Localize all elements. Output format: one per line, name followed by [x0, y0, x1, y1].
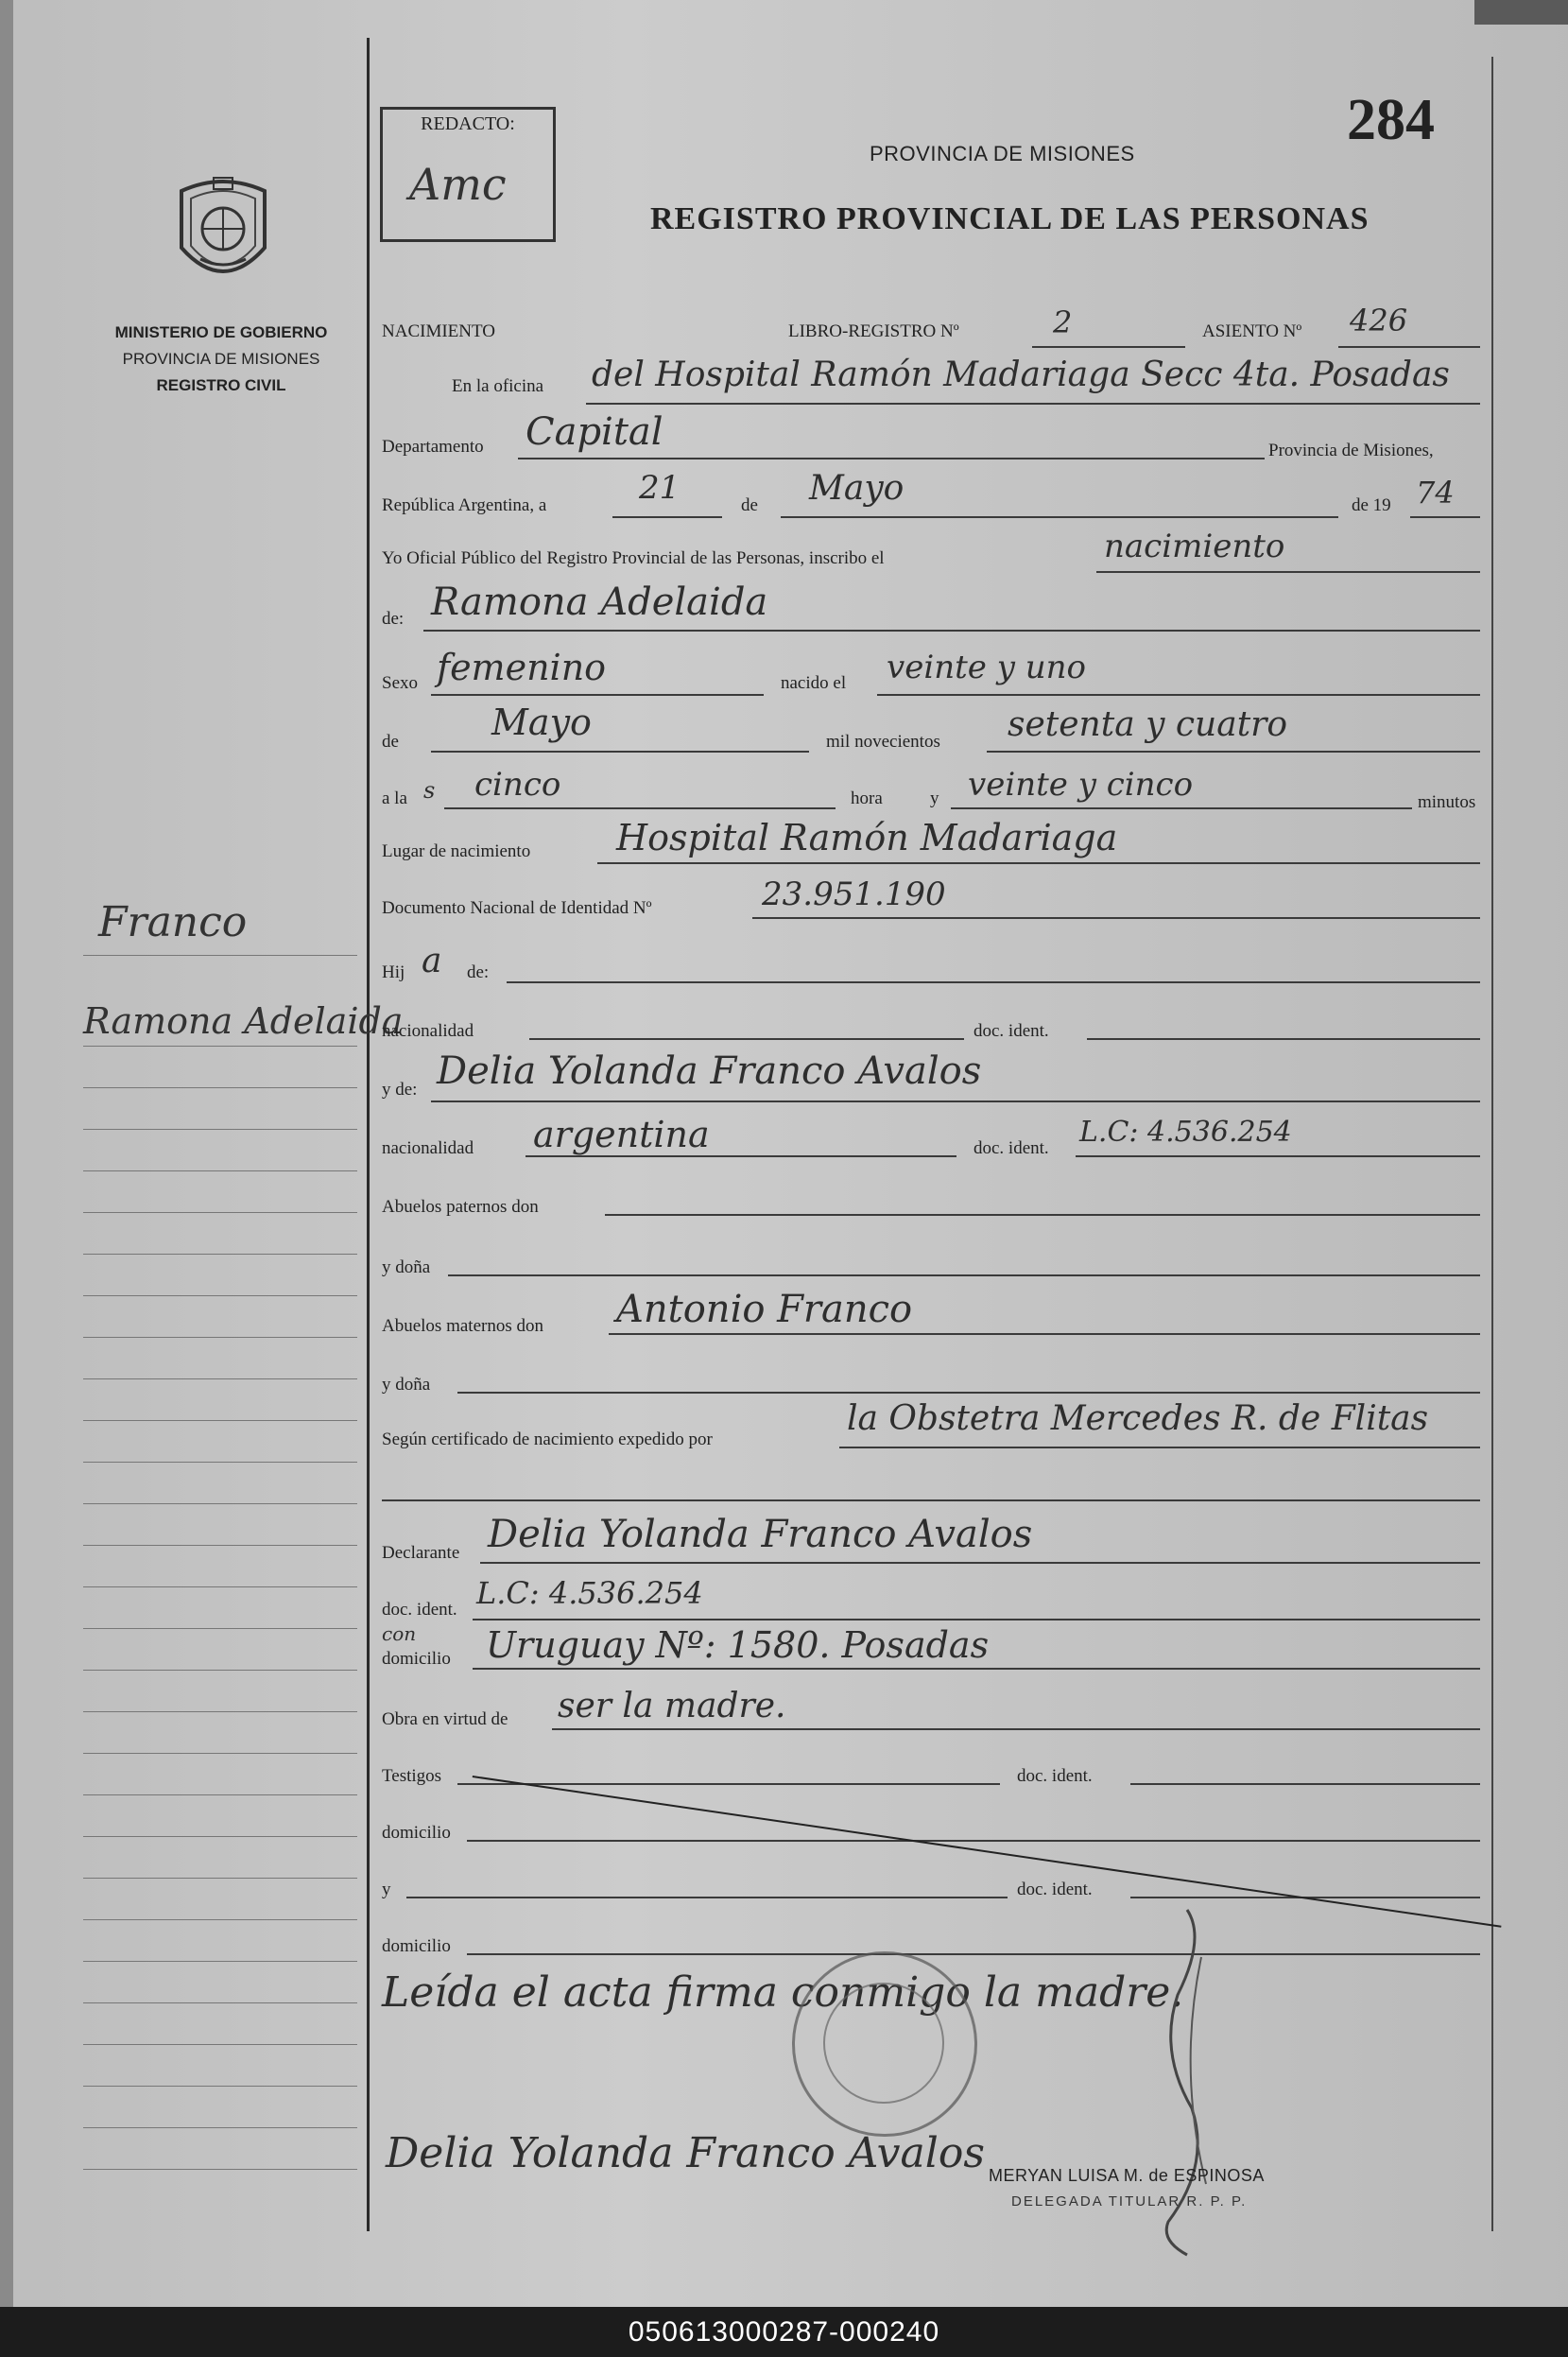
redacto-label: REDACTO: — [421, 113, 515, 134]
domicilio-value: Uruguay Nº: 1580. Posadas — [486, 1624, 990, 1666]
nacido-label: nacido el — [781, 673, 847, 693]
departamento-label: Departamento — [382, 437, 484, 457]
folio-number: 284 — [1347, 88, 1435, 152]
y-label: y — [930, 789, 939, 808]
de2-label: de: — [382, 609, 405, 629]
dni-label: Documento Nacional de Identidad Nº — [382, 898, 652, 918]
nacimiento-label: NACIMIENTO — [382, 321, 495, 341]
page-top-edge — [1474, 0, 1568, 25]
hij-de-label: de: — [467, 962, 490, 982]
ydona2-label: y doña — [382, 1375, 431, 1395]
nacionalidad1-label: nacionalidad — [382, 1021, 474, 1041]
lugar-value: Hospital Ramón Madariaga — [616, 817, 1118, 858]
sexo-value: femenino — [437, 647, 607, 688]
official-name: MERYAN LUISA M. de ESPINOSA — [989, 2166, 1265, 2185]
asiento-label: ASIENTO Nº — [1202, 321, 1302, 341]
madre-value: Delia Yolanda Franco Avalos — [437, 1049, 982, 1093]
declarante-value: Delia Yolanda Franco Avalos — [488, 1513, 1033, 1556]
province-title: PROVINCIA DE MISIONES — [870, 142, 1135, 165]
year-label: de 19 — [1352, 495, 1391, 515]
segun-value: la Obstetra Mercedes R. de Flitas — [847, 1399, 1429, 1438]
oficina-value: del Hospital Ramón Madariaga Secc 4ta. Posadas — [592, 355, 1450, 394]
obra-label: Obra en virtud de — [382, 1709, 508, 1729]
nacionalidad2-value: argentina — [533, 1114, 710, 1155]
margin-surname: Franco — [98, 898, 248, 946]
registry-title: REGISTRO PROVINCIAL DE LAS PERSONAS — [650, 201, 1370, 236]
de-label: de — [741, 495, 758, 515]
oficial-value: nacimiento — [1104, 528, 1285, 565]
nacionalidad2-label: nacionalidad — [382, 1138, 474, 1158]
asiento-value: 426 — [1350, 303, 1408, 338]
y2-label: y — [382, 1880, 391, 1899]
docident3-label: doc. ident. — [382, 1600, 457, 1620]
ministry-block — [79, 320, 363, 399]
ministry-province: PROVINCIA DE MISIONES — [122, 350, 320, 368]
nacido-value: veinte y uno — [887, 649, 1086, 686]
obra-value: ser la madre. — [558, 1687, 786, 1725]
page-left-edge — [0, 0, 13, 2307]
official-title: DELEGADA TITULAR R. P. P. — [1011, 2193, 1248, 2210]
hij-value: a — [422, 942, 442, 980]
libro-value: 2 — [1053, 304, 1073, 340]
minutes-value: veinte y cinco — [968, 766, 1194, 804]
ministry-name: MINISTERIO DE GOBIERNO — [114, 323, 328, 341]
sexo-label: Sexo — [382, 673, 418, 693]
docident2-value: L.C: 4.536.254 — [1079, 1116, 1292, 1149]
docident1-label: doc. ident. — [974, 1021, 1049, 1041]
margin-given-names: Ramona Adelaida — [83, 1000, 404, 1042]
ydona1-label: y doña — [382, 1257, 431, 1277]
right-border — [1491, 57, 1493, 2231]
official-stamp-icon — [792, 1951, 977, 2137]
abuelos-paternos-label: Abuelos paternos don — [382, 1197, 539, 1217]
lugar-label: Lugar de nacimiento — [382, 841, 531, 861]
docident5-label: doc. ident. — [1017, 1880, 1093, 1899]
domicilio3-label: domicilio — [382, 1936, 451, 1956]
ymadre-label: y de: — [382, 1080, 418, 1100]
declarante-label: Declarante — [382, 1543, 460, 1563]
domicilio2-label: domicilio — [382, 1823, 451, 1843]
redacto-signature: Amc — [409, 159, 507, 210]
ala-label: a la — [382, 789, 407, 808]
coat-of-arms-icon — [163, 172, 284, 295]
hora-prefix: s — [423, 777, 436, 804]
departamento-value: Capital — [526, 410, 663, 454]
segun-label: Según certificado de nacimiento expedido por — [382, 1430, 713, 1449]
republica-label: República Argentina, a — [382, 495, 547, 515]
domicilio-prefix: con — [382, 1622, 417, 1645]
hora-value: cinco — [474, 766, 561, 804]
hij-label: Hij — [382, 962, 405, 982]
abuelos-maternos-label: Abuelos maternos don — [382, 1316, 543, 1336]
domicilio-label: domicilio — [382, 1649, 451, 1669]
document-code-footer: 050613000287-000240 — [0, 2307, 1568, 2357]
cancel-diagonal-line — [473, 1776, 1502, 1928]
libro-label: LIBRO-REGISTRO Nº — [788, 321, 959, 341]
day-value: 21 — [639, 469, 681, 507]
month-value: Mayo — [809, 469, 905, 508]
horas-label: hora — [851, 789, 883, 808]
provincia-label: Provincia de Misiones, — [1268, 441, 1434, 460]
testigos-label: Testigos — [382, 1766, 442, 1786]
oficina-label: En la oficina — [452, 376, 544, 396]
declarant-signature: Delia Yolanda Franco Avalos — [386, 2129, 985, 2177]
year-value: 74 — [1416, 475, 1455, 511]
minutos-label: minutos — [1418, 792, 1476, 812]
abuelos-maternos-value: Antonio Franco — [616, 1288, 913, 1331]
ministry-registry: REGISTRO CIVIL — [156, 376, 286, 394]
mil-value: setenta y cuatro — [1008, 705, 1288, 744]
closing-text: Leída el acta firma conmigo la madre. — [382, 1968, 1184, 2017]
redacto-box — [380, 107, 556, 242]
docident2-label: doc. ident. — [974, 1138, 1049, 1158]
dni-value: 23.951.190 — [762, 875, 946, 913]
docident4-label: doc. ident. — [1017, 1766, 1093, 1786]
de3-label: de — [382, 732, 399, 752]
name-value: Ramona Adelaida — [431, 581, 768, 624]
margin-divider — [367, 38, 370, 2231]
month2-value: Mayo — [491, 702, 592, 743]
docident3-value: L.C: 4.536.254 — [476, 1575, 703, 1611]
mil-label: mil novecientos — [826, 732, 940, 752]
oficial-label: Yo Oficial Público del Registro Provincial de las Personas, inscribo el — [382, 548, 885, 568]
